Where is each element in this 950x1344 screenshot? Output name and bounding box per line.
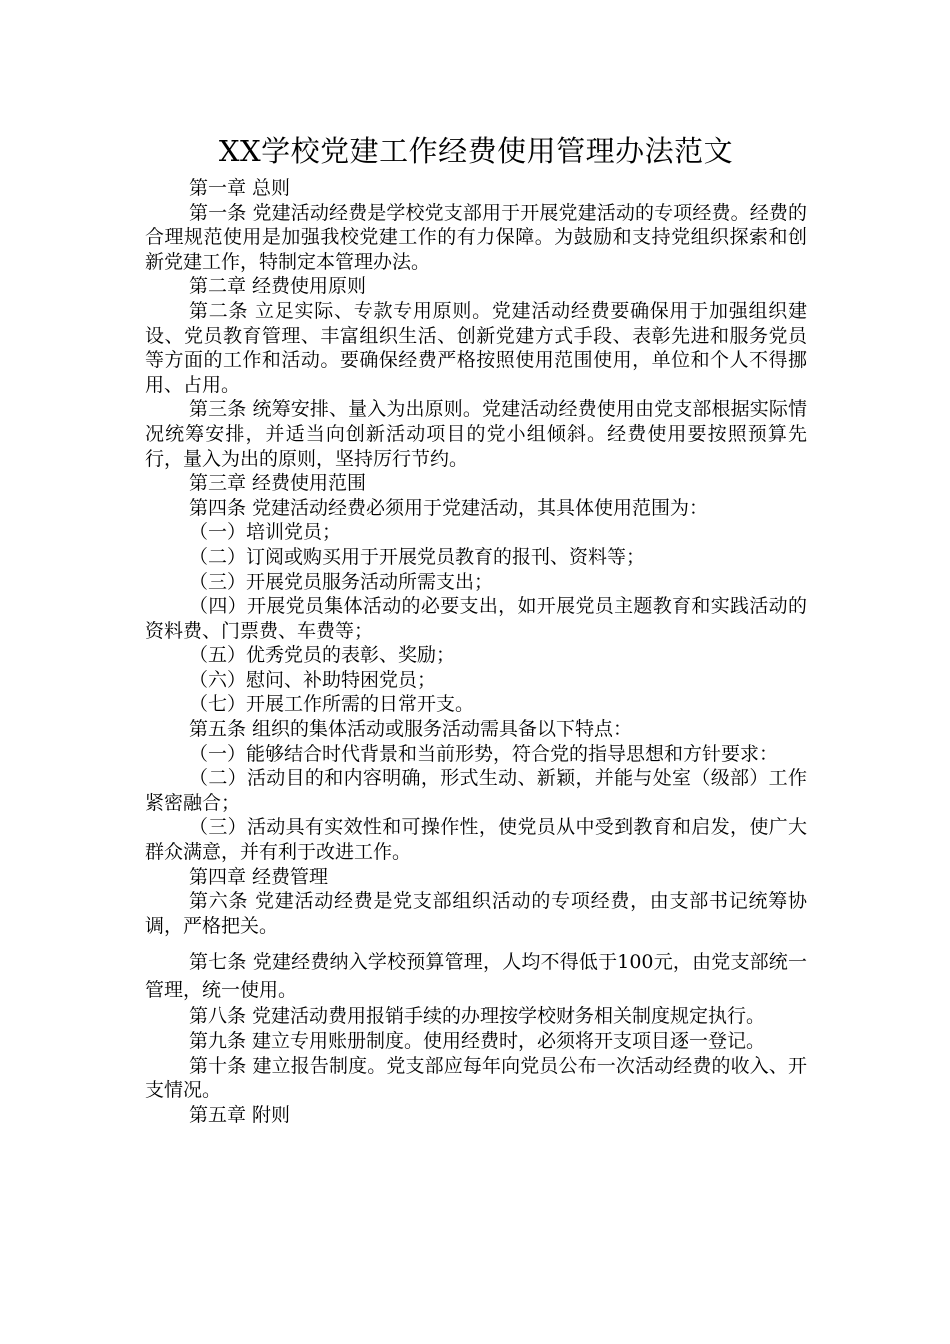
article-3: 第三条 统筹安排、量入为出原则。党建活动经费使用由党支部根据实际情况统筹安排，并适当向创新活动项目的党小组倾斜。经费使用要按照预算先行，量入为出的原则，坚持厉行节约。 (145, 398, 807, 470)
chapter-4-heading: 第四章 经费管理 (189, 865, 329, 888)
article-1: 第一条 党建活动经费是学校党支部用于开展党建活动的专项经费。经费的合理规范使用是加强我校党建工作的有力保障。为鼓励和支持党组织探索和创新党建工作，特制定本管理办法。 (145, 201, 807, 273)
document-page (145, 130, 807, 1127)
chapter-3-heading: 第三章 经费使用范围 (189, 472, 367, 495)
article-6: 第六条 党建活动经费是党支部组织活动的专项经费，由支部书记统筹协调，严格把关。 (145, 890, 807, 937)
list-item: （六）慰问、补助特困党员； (189, 668, 437, 691)
article-9: 第九条 建立专用账册制度。使用经费时，必须将开支项目逐一登记。 (189, 1030, 766, 1052)
chapter-2-heading: 第二章 经费使用原则 (189, 275, 367, 298)
list-item: （三）开展党员服务活动所需支出； (189, 570, 494, 593)
article-7: 第七条 党建经费纳入学校预算管理，人均不得低于100元，由党支部统一管理，统一使用。 (145, 951, 807, 1002)
list-item: （七）开展工作所需的日常开支。 (189, 693, 475, 716)
list-item: （五）优秀党员的表彰、奖励； (189, 644, 456, 667)
article-10: 第十条 建立报告制度。党支部应每年向党员公布一次活动经费的收入、开支情况。 (145, 1054, 807, 1102)
list-item: （一）能够结合时代背景和当前形势，符合党的指导思想和方针要求： (189, 742, 779, 765)
document-title: XX学校党建工作经费使用管理办法范文 (218, 134, 734, 168)
list-item: （二）活动目的和内容明确，形式生动、新颖，并能与处室（级部）工作紧密融合； (145, 767, 807, 814)
article-4: 第四条 党建活动经费必须用于党建活动，其具体使用范围为： (189, 496, 709, 519)
list-item: （四）开展党员集体活动的必要支出，如开展党员主题教育和实践活动的资料费、门票费、车费等； (145, 595, 807, 642)
list-item: （三）活动具有实效性和可操作性，使党员从中受到教育和启发，使广大群众满意，并有利于改进工作。 (145, 816, 807, 864)
list-item: （一）培训党员； (189, 521, 342, 544)
chapter-1-heading: 第一章 总则 (189, 177, 291, 199)
article-2: 第二条 立足实际、专款专用原则。党建活动经费要确保用于加强组织建设、党员教育管理、丰富组织生活、创新党建方式手段、表彰先进和服务党员等方面的工作和活动。要确保经费严格按照使用范围使用，单位和个人不得挪用、占用。 (145, 299, 807, 396)
chapter-5-heading: 第五章 附则 (189, 1103, 291, 1126)
article-5: 第五条 组织的集体活动或服务活动需具备以下特点： (189, 718, 633, 741)
article-8: 第八条 党建活动费用报销手续的办理按学校财务相关制度规定执行。 (189, 1005, 766, 1028)
list-item: （二）订阅或购买用于开展党员教育的报刊、资料等； (189, 545, 646, 568)
